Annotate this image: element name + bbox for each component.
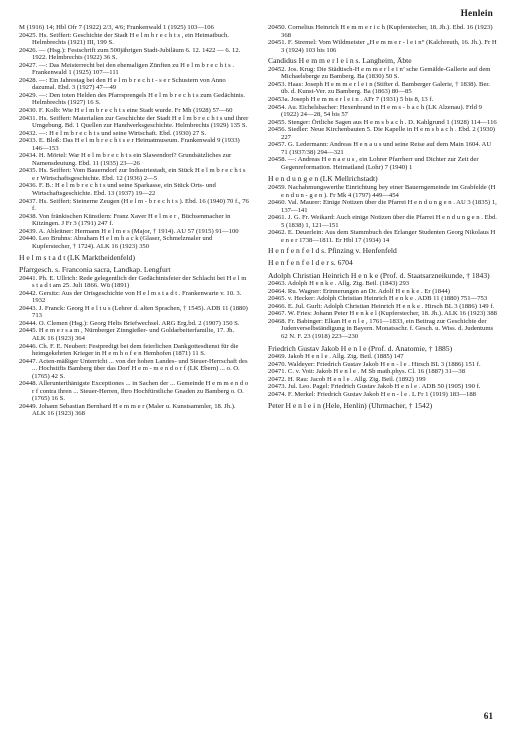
cross-reference: Pfarrgesch. s. Franconia sacra, Landkap. Lengfurt [19,265,171,274]
bibliography-entry: 20432. —: H e l m b r e c h t s und seine Wirtschaft. Ebd. (1930) 27 S. [19,129,207,137]
bibliography-entry: 20453. Haas: Joseph H e m m e r l e i n (Stifter d. Bamberger Galerie, † 1838). Ber. üb. d. Kunst-Ver. zu Bamberg. Ba (1863) 80—85 [268,80,490,96]
cross-reference: H e n f e n f e l d e r s. 6704 [268,258,353,267]
bibliography-entry: 20472. H. Rau: Jacob H e n l e . Allg. Ztg. Beil. (1892) 199 [268,375,426,383]
bibliography-entry: 20431. Hs. Seiffert: Materialien zur Geschichte der Stadt H e l m b r e c h t s und ihrer Umgebung. Bd. 1 Quellen zur Handwerksgeschichte. Helmbrechts (1929) 135 S. [19,114,249,130]
bibliography-entry: 20439. A. Ableitner: Hermann H e l m e s (Major, † 1914). AU 57 (1915) 91—100 [19,227,239,235]
bibliography-entry: 20474. F. Merkel: Friedrich Gustav Jakob H e n - l e . L Fr 1 (1919) 183—188 [268,390,477,398]
right-column [268,24,498,411]
bibliography-entry: 20446. Ch. F. E. Neubert: Festpredigt bei dem feierlichen Dankgottesdienst für die heimgekehrten Krieger in H e m h o f e n Hemhofen (1871) 11 S. [19,342,239,358]
bibliography-entry: 20462. E. Deuerlein: Aus dem Stammbuch des Erlanger Studenten Georg Nikolaus H e n e r 1738—1811. Er Hbl 17 (1934) 14 [268,229,496,244]
bibliography-entry: 20451. F. Stremel: Vom Wildmeister „H e m m e r - l e i n“ (Kalchreuth, 16. Jh.). Fr H 3 (1924) 103 bis 106 [268,39,497,54]
cross-reference: H e n f e n f e l d s. Pfinzing v. Henfenfeld [268,246,397,256]
bibliography-entry: 20460. Val. Maurer: Einige Notizen über die Pfarrei H e n d u n g e n . AU 3 (1835) 1, 137—141 [268,199,497,214]
bibliography-entry: 20436. F. B.: H e l m b r e c h t s und seine Sparkasse, ein Stück Orts- und Wirtschaftsgeschichte. Ebd. 13 (1937) 19—22 [19,182,216,198]
bibliography-entry: 20435. Hs. Seiffert: Vom Bauerndorf zur Industriestadt, ein Stück H e l m b r e c h t s e r Wirtschaftsgeschichte. Ebd. 12 (1936) 2—5 [19,167,246,182]
bibliography-entry: 20468. Fr. Babinger: Elkan H e n l e , 1761—1833, ein Beitrag zur Geschichte der Judenverselbständigung in Bayern. Monatsschr. f. Gesch. u. Wiss. d. Judentums 62 N. F. 23 (1918) 223—230 [268,317,494,341]
bibliography-entry: 20437. Hs. Seiffert: Steinerne Zeugen (H e l m - b r e c h t s ). Ebd. 16 (1940) 70 f., 76 f. [19,197,249,213]
bibliography-entry: 20448. Allerunterthänigste Exceptiones ... in Sachen der ... Gemeinde H e m m e n d o r f contra ihren ... Steuer-Herren, Ihro Hochfürstliche Gnaden zu Bamberg o. O. (1765) 16 S. [19,380,249,403]
bibliography-entry: 20440. Leo Bruhns: Abraham H e l m h a c k (Glaser, Schmelzmaler und Kupferstecher, † 1724). ALK 16 (1923) 350 [19,235,213,250]
bibliography-entry: M (1916) 14; Hbl Ofr 7 (1922) 2/3, 4/6; Frankenwald 1 (1925) 103—106 [19,24,214,31]
bibliography-entry: 20434. H. Mörtel: War H e l m b r e c h t s ein Slawendorf? Grundsätzliches zur Namensdeutung. Ebd. 11 (1935) 23—26 [19,152,232,167]
bibliography-entry: 20433. E. Bloß: Das H e l m b r e c h t s e r Heimatmuseum. Frankenwald 9 (1933) 146—153 [19,137,240,152]
section-heading: H e l m s t a d t (LK Marktheidenfeld) [19,253,135,263]
bibliography-entry: 20447. Acten-mäßiger Unterricht ... von der hohen Landes- und Steuer-Herrschaft des ... Hochstifts Bamberg über das Dorf H e m - m e n d o r f (LK Ebern) ... o. O. (1765) 42 S. [19,357,248,380]
bibliography-entry: 20465. v. Hecker: Adolph Christian Heinrich H e n k e . ADB 11 (1880) 751—753 [268,295,488,303]
section-heading: Peter H e n l e i n (Hele, Henlin) (Uhrmacher, † 1542) [268,401,433,411]
section-heading: H e n d u n g e n (LK Mellrichstadt) [268,174,378,184]
bibliography-entry: 20458. —: Andreas H e n a e u s , ein Lohrer Pfarrherr und Dichter zur Zeit der Gegenreformation. Heimatland (Lohr) 7 (1940) 1 [268,156,479,171]
bibliography-entry: 20473. Jul. Leo. Pagel: Friedrich Gustav Jakob H e n l e . ADB 50 (1905) 190 f. [268,383,481,391]
bibliography-entry: 20425. Hs. Seiffert: Geschichte der Stadt H e l m b r e c h t s , ein Heimatbuch. Helmbrechts (1921) III, 199 S. [19,31,229,47]
cross-reference: Candidus H e m m e r l e i n s. Langheim, Äbte [268,56,412,66]
bibliography-entry: 20457. G. Ledermann: Andreas H e n a u s und seine Reise auf dem Main 1604. AU 71 (1937/38) 294—321 [268,141,492,156]
section-heading: Adolph Christian Heinrich H e n k e (Prof. d. Staatsarzneikunde, † 1843) [268,270,490,280]
bibliography-entry: 20449. Johann Sebastian Bernhard H e m m e r (Maler u. Kunstsammler, 18. Jh.). ALK 16 (1923) 368 [19,402,236,418]
bibliography-entry: 20442. Gersitz: Aus der Ortsgeschichte von H e l m s t a d t . Frankenwarte v. 10. 3. 1932 [19,289,242,305]
bibliography-entry: 20428. —: Ein Jahrestag bei den H e l m b r e c h t - s e r Schustern von Anno dazumal. Ebd. 3 (1927) 47—49 [19,76,226,92]
bibliography-entry: 20427. —: Das Meisterrecht bei den ehemaligen Zünften zu H e l m b r e c h t s . Frankenwald 1 (1925) 107—111 [19,61,235,77]
section-heading: Friedrich Gustav Jakob H e n l e (Prof. d. Anatomie, † 1885) [268,343,453,353]
bibliography-entry: 20454. Au. Eichelsbacher: Hexenbrand in H e m s - b a c h (LK Alzenau). Frld 9 (1922) 24—28, 54 bis 57 [268,103,482,119]
bibliography-entry: 20456. Siedler: Neue Kirchenbauten 5. Die Kapelle in H e m s b a c h . Ebd. 2 (1930) 227 [268,126,496,141]
bibliography-entry: 20461. J. G. Fr. Weikard: Auch einige Notizen über die Pfarrei H e n d u n g e n . Ebd. 5 (1838) 1, 121—151 [268,214,497,229]
bibliography-entry: 20466. E. Jul. Gurlt: Adolph Christian Heinrich H e n k e . Hirsch BL 3 (1886) 149 f. [268,302,495,310]
left-column [19,24,249,418]
bibliography-entry: 20464. Ru. Wagner: Erinnerungen an Dr. Adolf H e n k e . Er (1844) [268,287,450,295]
bibliography-entry: 20467. W. Fries: Johann Peter H e n k e l (Kupferstecher, 18. Jh.). ALK 16 (1923) 388 [268,310,497,318]
bibliography-entry: 20441. Ph. E. Ullrich: Rede gelegentlich der Gedächtnisfeier der Schlacht bei H e l m s t a d t am 25. Juli 1866. Wü (1891) [19,274,247,290]
bibliography-entry: 20430. F. Kolb: Wie H e l m b r e c h t s eine Stadt wurde. Fr Mh (1928) 57—60 [19,107,233,115]
running-head: Henlein [460,9,493,19]
page-number: 61 [483,712,493,722]
bibliography-entry: 20452. Jos. Krug: Die Städtisch-H e m m e r l e i n’ sche Gemälde-Gallerie auf dem Michaelsberge zu Bamberg. Ba (1830) 50 S. [268,65,491,81]
bibliography-entry: 20429. —: Den toten Helden des Pfarrsprengels H e l m b r e c h t s zum Gedächtnis. Helmbrechts (1927) 16 S. [19,91,245,107]
bibliography-entry: 20444. O. Clemen (Hsg.): Georg Helts Briefwechsel. ARG Erg.bd. 2 (1907) 150 S. [19,319,240,327]
bibliography-entry: 20426. — (Hsg.): Festschrift zum 500jährigen Stadt-Jubiläum 6. 12. 1422 — 6. 12. 1922. Helmbrechts (1922) 36 S. [19,46,241,62]
bibliography-entry: 20443. J. Franck: Georg H e l t u s (Lehrer d. alten Sprachen, † 1545). ADB 11 (1880) 713 [19,304,248,320]
bibliography-entry: 20450. Cornelius Heinrich H e m m e r i c h (Kupferstecher, 18. Jh.). Ebd. 16 (1923) 368 [268,24,493,39]
bibliography-entry: 20455. Stenger: Örtliche Sagen aus H e m s b a c h . D. Kahlgrund 1 (1928) 114—116 [268,118,497,126]
bibliography-entry: 20445. H e m e r s a m , Nürnberger Zinngießer- und Goldarbeiterfamilie, 17. Jh. ALK 16 (1923) 364 [19,327,235,342]
bibliography-entry: 20469. Jakob H e n l e . Allg. Ztg. Beil. (1885) 147 [268,353,404,361]
bibliography-entry: 20438. Von fränkischen Künstlern: Franz Xaver H e l m e r , Büchsenmacher in Kitzingen. J Fr 3 (1791) 247 f. [19,212,231,228]
bibliography-entry: 20453a. Joseph H e m m e r l e i n . AFr 7 (1931) 5 bis 8, 13 f. [268,95,434,103]
bibliography-entry: 20470. Waldeyer: Friedrich Gustav Jakob H e n - l e . Hirsch BL 3 (1886) 151 f. [268,360,481,368]
bibliography-entry: 20459. Nachahmungswerthe Einrichtung bey einer Bauerngemeinde im Grabfelde (H e n d u n - g e n ). Fr Mk 4 (1797) 449—454 [268,184,496,199]
bibliography-entry: 20471. C. v. Voit: Jakob H e n l e . M Sb math.phys. Cl. 16 (1887) 31—38 [268,368,466,376]
bibliography-entry: 20463. Adolph H e n k e . Allg. Ztg. Beil. (1843) 293 [268,280,410,288]
